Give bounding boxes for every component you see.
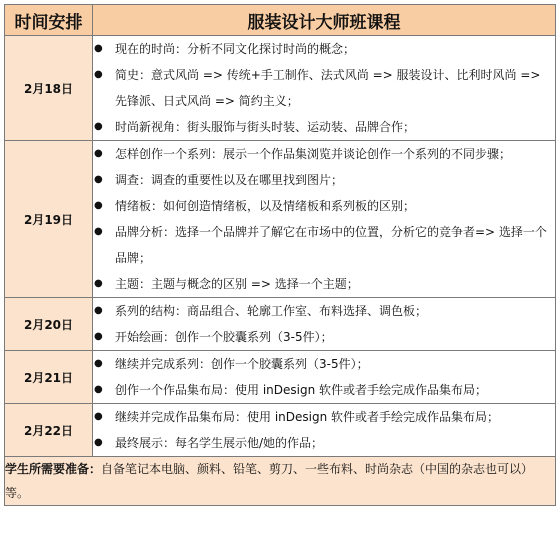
item-text: 系列的结构：商品组合、轮廓工作室、布料选择、调色板； — [115, 304, 428, 318]
preparation-row — [5, 457, 556, 506]
item-list — [93, 141, 555, 297]
bullet-icon: ● — [94, 43, 103, 54]
schedule-row — [5, 351, 556, 404]
list-item — [93, 324, 555, 350]
bullet-icon: ● — [94, 200, 103, 211]
schedule-row — [5, 36, 556, 141]
item-text: 继续并完成作品集布局：使用 inDesign 软件或者手绘完成作品集布局； — [115, 410, 500, 424]
item-text: 品牌分析：选择一个品牌并了解它在市场中的位置，分析它的竞争者=> 选择一个品牌； — [115, 225, 547, 265]
list-item — [93, 298, 555, 324]
bullet-icon: ● — [94, 437, 103, 448]
time-column-header: 时间安排 — [5, 5, 93, 36]
course-schedule-table — [4, 4, 556, 506]
bullet-icon: ● — [94, 384, 103, 395]
list-item — [93, 351, 555, 377]
list-item — [93, 430, 555, 456]
bullet-icon: ● — [94, 305, 103, 316]
course-title-header: 服装设计大师班课程 — [93, 5, 556, 36]
item-text: 继续并完成系列：创作一个胶囊系列（3-5件）； — [115, 357, 369, 371]
item-text: 时尚新视角：街头服饰与街头时装、运动装、品牌合作； — [115, 120, 416, 134]
schedule-row — [5, 298, 556, 351]
bullet-icon: ● — [94, 278, 103, 289]
item-list — [93, 351, 555, 403]
preparation-note — [5, 457, 556, 506]
schedule-row — [5, 404, 556, 457]
table-header-row — [5, 5, 556, 36]
bullet-icon: ● — [94, 411, 103, 422]
item-list — [93, 404, 555, 456]
item-list — [93, 298, 555, 350]
bullet-icon: ● — [94, 148, 103, 159]
row-content — [93, 141, 556, 298]
row-date: 2月21日 — [5, 351, 93, 404]
row-content — [93, 36, 556, 141]
list-item — [93, 404, 555, 430]
item-list — [93, 36, 555, 140]
preparation-text: 自备笔记本电脑、颜料、铅笔、剪刀、一些布料、时尚杂志（中国的杂志也可以）等。 — [5, 462, 534, 500]
preparation-label: 学生所需要准备： — [5, 462, 102, 476]
item-text: 现在的时尚：分析不同文化探讨时尚的概念； — [115, 42, 356, 56]
row-content — [93, 351, 556, 404]
item-text: 主题：主题与概念的区别 => 选择一个主题； — [115, 277, 359, 291]
bullet-icon: ● — [94, 174, 103, 185]
bullet-icon: ● — [94, 69, 103, 80]
list-item — [93, 219, 555, 271]
row-content — [93, 404, 556, 457]
list-item — [93, 167, 555, 193]
bullet-icon: ● — [94, 331, 103, 342]
bullet-icon: ● — [94, 358, 103, 369]
bullet-icon: ● — [94, 121, 103, 132]
list-item — [93, 62, 555, 114]
bullet-icon: ● — [94, 226, 103, 237]
list-item — [93, 114, 555, 140]
item-text: 情绪板：如何创造情绪板，以及情绪板和系列板的区别； — [115, 199, 416, 213]
row-date: 2月18日 — [5, 36, 93, 141]
row-content — [93, 298, 556, 351]
list-item — [93, 377, 555, 403]
item-text: 最终展示：每名学生展示他/她的作品； — [115, 436, 324, 450]
item-text: 创作一个作品集布局：使用 inDesign 软件或者手绘完成作品集布局； — [115, 383, 488, 397]
item-text: 怎样创作一个系列：展示一个作品集浏览并谈论创作一个系列的不同步骤； — [115, 147, 512, 161]
row-date: 2月22日 — [5, 404, 93, 457]
row-date: 2月20日 — [5, 298, 93, 351]
item-text: 调查：调查的重要性以及在哪里找到图片； — [115, 173, 344, 187]
list-item — [93, 36, 555, 62]
list-item — [93, 271, 555, 297]
list-item — [93, 141, 555, 167]
item-text: 开始绘画：创作一个胶囊系列（3-5件）； — [115, 330, 333, 344]
list-item — [93, 193, 555, 219]
row-date: 2月19日 — [5, 141, 93, 298]
schedule-row — [5, 141, 556, 298]
item-text: 简史：意式风尚 => 传统+手工制作、法式风尚 => 服装设计、比利时风尚 => 先锋派、日式风尚 => 简约主义； — [115, 68, 541, 108]
